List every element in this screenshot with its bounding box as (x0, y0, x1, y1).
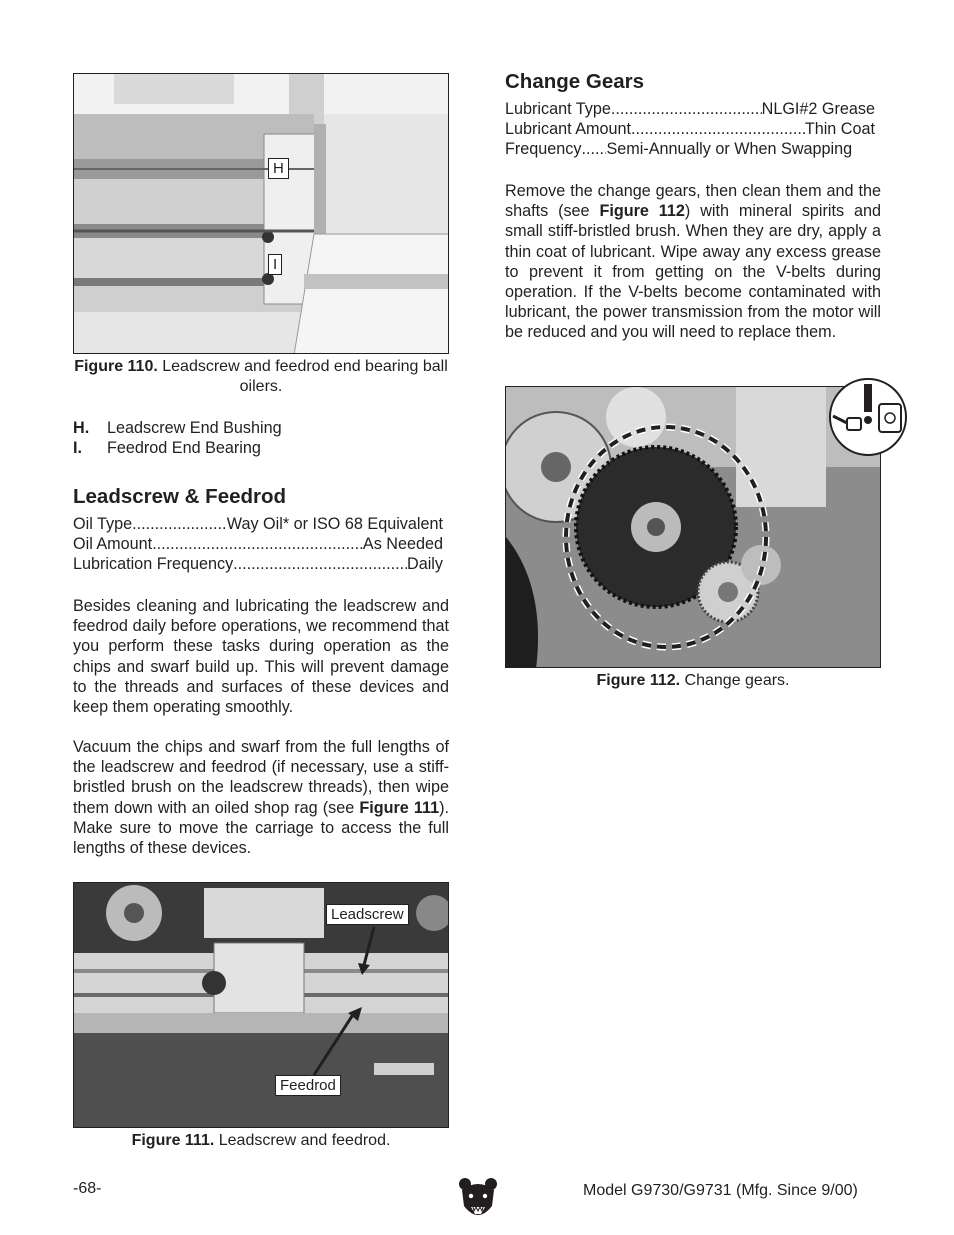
leadscrew-paragraph-2 (73, 737, 449, 858)
figure-111-reference: Figure 111 (359, 798, 440, 817)
figure-112-caption (505, 671, 881, 691)
para-text: Vacuum the chips and swarf from the full lengths of the leadscrew and feedrod (if necessary, use a stiff-bristled brush on the leadscrew threads), then wipe them down with an oiled shop rag (see (73, 738, 449, 817)
callout-h: H (268, 158, 289, 179)
spec-value: Semi-Annually or When Swapping (606, 140, 853, 159)
callout-feedrod: Feedrod (275, 1075, 341, 1096)
spec-label: Lubrication Frequency (73, 555, 234, 574)
lathe-end-bearing-illustration (74, 74, 449, 354)
figure-110-photo (73, 73, 449, 354)
figure-110-label: Figure 110. (74, 358, 158, 375)
spec-row-oil-type (73, 514, 443, 534)
unplug-warning-icon (827, 376, 909, 458)
spec-label: Oil Type (73, 515, 133, 533)
spec-row-frequency (505, 139, 875, 159)
figure-110-caption-text: Leadscrew and feedrod end bearing ball oilers. (157, 358, 448, 395)
spec-row-lubricant-amount (505, 119, 875, 139)
legend-item-h (73, 418, 449, 438)
legend-key: H. (73, 419, 90, 437)
spec-value: As Needed (362, 535, 443, 554)
callout-leadscrew: Leadscrew (326, 904, 409, 925)
spec-row-oil-amount (73, 534, 443, 554)
spec-value: Way Oil* or ISO 68 Equivalent (226, 515, 443, 533)
figure-112-photo (505, 386, 881, 668)
change-gears-illustration (506, 387, 881, 668)
figure-110-caption (73, 357, 449, 397)
change-gears-spec-list (505, 99, 875, 160)
legend-text: Feedrod End Bearing (107, 439, 261, 458)
page-number: -68- (73, 1180, 102, 1197)
change-gears-paragraph (505, 181, 881, 343)
grizzly-bear-logo-icon (458, 1176, 498, 1222)
spec-value: NLGI#2 Grease (761, 100, 875, 118)
figure-111-photo (73, 882, 449, 1128)
legend-item-i (73, 438, 449, 458)
legend-text: Leadscrew End Bushing (107, 419, 282, 437)
legend-key: I. (73, 439, 82, 458)
callout-i: I (268, 254, 282, 275)
spec-label: Lubricant Amount (505, 120, 631, 139)
para-text: ) with mineral spirits and small stiff-bristled brush. When they are dry, apply a thin coat of lubricant. Wipe away any excess grease to prevent it from getting on the V-belts during operation. If the V-belts become contaminated with lubricant, the power transmission from the motor will be reduced and you will need to replace them. (505, 202, 881, 342)
spec-row-lubricant-type (505, 99, 875, 119)
spec-label: Frequency (505, 140, 582, 159)
change-gears-heading: Change Gears (505, 70, 644, 93)
leadscrew-feedrod-heading: Leadscrew & Feedrod (73, 485, 287, 508)
para-text: ). Make sure to move the carriage to access the full lengths of these devices. (73, 798, 449, 858)
spec-value: Daily (407, 555, 443, 574)
figure-111-caption (73, 1131, 449, 1151)
figure-110-legend (73, 418, 449, 458)
spec-label: Oil Amount (73, 535, 153, 554)
model-info: Model G9730/G9731 (Mfg. Since 9/00) (583, 1182, 858, 1199)
para-text: Remove the change gears, then clean them and the shafts (see (505, 182, 881, 221)
spec-label: Lubricant Type (505, 100, 611, 118)
figure-111-caption-text: Leadscrew and feedrod. (214, 1132, 391, 1149)
figure-112-reference: Figure 112 (599, 202, 685, 221)
figure-112-caption-text: Change gears. (680, 672, 790, 689)
spec-value: Thin Coat (804, 120, 875, 139)
leadscrew-paragraph-1: Besides cleaning and lubricating the leadscrew and feedrod daily before operations, we recommend that you perform these tasks during operation as the chips and swarf build up. This will prevent damage to the threads and surfaces of these devices and keep them operating smoothly. (73, 597, 449, 717)
leadscrew-spec-list (73, 514, 443, 575)
figure-111-label: Figure 111. (131, 1132, 215, 1149)
figure-112-label: Figure 112. (596, 672, 681, 689)
spec-row-frequency (73, 554, 443, 574)
